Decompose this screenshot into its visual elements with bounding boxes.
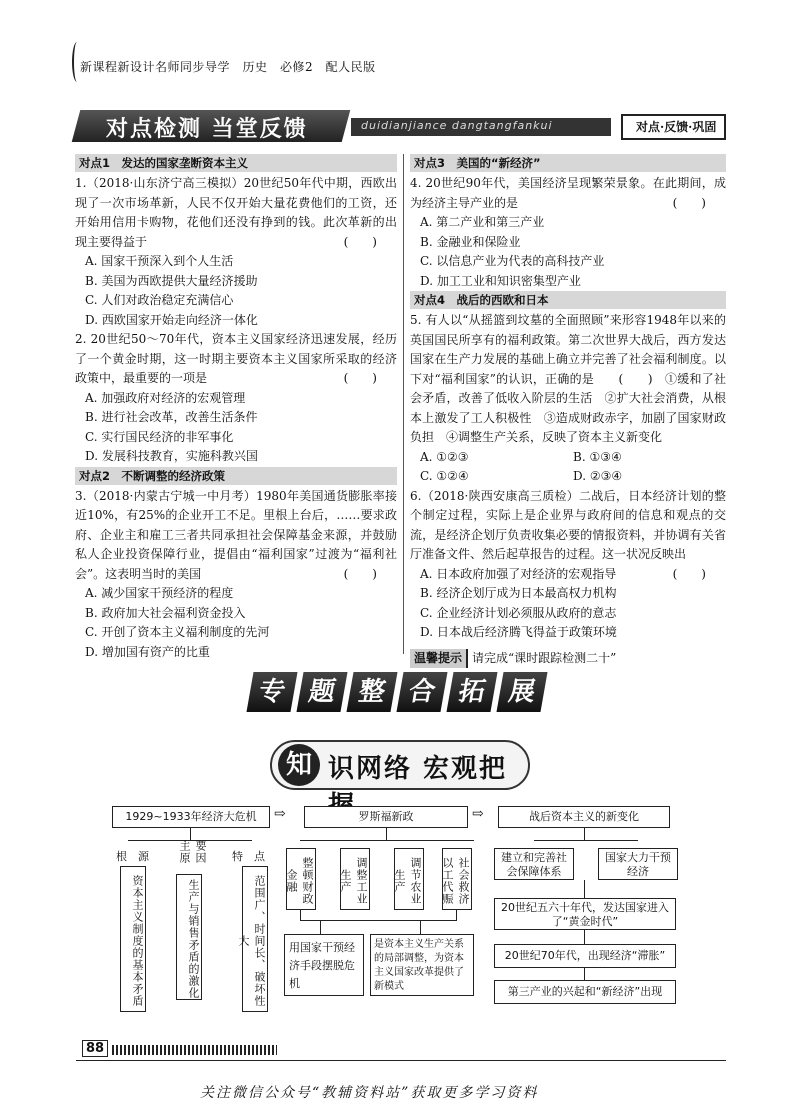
answer-paren: ( ) <box>672 566 706 581</box>
option: D. 发展科技教育，实施科教兴国 <box>85 449 258 463</box>
topic-char: 题 <box>296 672 347 712</box>
section-head: 对点4 战后的西欧和日本 <box>410 291 726 309</box>
question-stem: 1.（2018·山东济宁高三模拟）20世纪50年代中期，西欧出现了一次市场革新，人民不仅开始大量花费他们的工资，还开始用信用卡购物，花他们还没有挣到的钱。此次革新的出现主要得益于 ( ) <box>75 174 397 252</box>
banner-pinyin: duidianjiance dangtangfankui <box>361 119 553 132</box>
connector-line <box>584 880 585 898</box>
connector-line <box>456 910 457 920</box>
option: A. 加强政府对经济的宏观管理 <box>85 390 246 405</box>
footer-watermark: 关注微信公众号“教辅资料站”获取更多学习资料 <box>200 1085 539 1101</box>
option: D. 日本战后经济腾飞得益于政策环境 <box>420 625 617 639</box>
page-number-strip <box>78 1040 278 1058</box>
box-feature: 范围广、时间长、破坏性大 <box>242 866 268 1012</box>
connector-line <box>320 920 321 934</box>
connector-line <box>534 840 638 841</box>
connector-line <box>300 920 457 921</box>
box-new-economy: 第三产业的兴起和“新经济”出现 <box>494 980 676 1004</box>
section-head: 对点1 发达的国家垄断资本主义 <box>75 154 397 172</box>
label-cause-a: 主原 <box>178 840 191 864</box>
option: D. 增加国有资产的比重 <box>85 644 210 659</box>
arrow-right-icon: ⇨ <box>274 806 286 822</box>
section-head: 对点3 美国的“新经济” <box>410 154 726 172</box>
connector-line <box>300 840 474 841</box>
topic-char: 专 <box>246 672 297 712</box>
question-stem: 3.（2018·内蒙古宁城一中月考）1980年美国通货膨胀率接近10%，有25%的企业开工不足。里根上台后，……要求政府、企业主和雇工三者共同承担社会保障基金来源，并鼓励私人企业投资保障行业，提倡由“福利国家”过渡为“福利社会”。这表明当时的美国 ( ) <box>75 487 397 585</box>
option: D. 西欧国家开始走向经济一体化 <box>85 312 258 327</box>
topic-char: 合 <box>396 672 447 712</box>
box-state-intervention: 国家大力干预经济 <box>598 848 678 880</box>
label-cause-b: 要因 <box>194 840 207 864</box>
option: A. ①②③ <box>420 449 469 464</box>
option: A. 国家干预深入到个人生活 <box>85 254 234 268</box>
box-new-deal: 罗斯福新政 <box>304 806 468 828</box>
question-stem: 4. 20世纪90年代，美国经济呈现繁荣景象。在此期间，成为经济主导产业的是 ( ) <box>410 174 726 213</box>
answer-paren: ( ) <box>343 234 377 249</box>
reminder-tag: 温馨提示 <box>410 649 468 669</box>
knowledge-title: 识网络 宏观把 <box>328 754 508 784</box>
box-nd-finance: 整顿财政金融 <box>286 848 316 910</box>
option: B. 经济企划厅成为日本最高权力机构 <box>420 586 617 600</box>
box-nd-industry: 调整工业生产 <box>340 848 370 910</box>
banner-title: 对点检测 当堂反馈 <box>106 117 308 142</box>
option: B. 政府加大社会福利资金投入 <box>85 605 246 620</box>
connector-line <box>584 968 585 980</box>
option: B. 金融业和保险业 <box>420 234 521 249</box>
box-nd-result-2: 是资本主义生产关系的局部调整，为资本主义国家改革提供了新模式 <box>370 934 474 996</box>
running-header: 新课程新设计名师同步导学 历史 必修2 配人民版 <box>80 60 376 74</box>
topic-char: 整 <box>346 672 397 712</box>
option: A. 减少国家干预经济的程度 <box>85 586 234 600</box>
box-root: 资本主义制度的基本矛盾 <box>120 866 146 1012</box>
option: C. 人们对政治稳定充满信心 <box>85 293 234 307</box>
option: C. 实行国民经济的非军事化 <box>85 429 234 444</box>
box-golden-age: 20世纪五六十年代，发达国家进入了“黄金时代” <box>494 898 676 930</box>
connector-line <box>386 828 387 840</box>
connector-line <box>420 920 421 934</box>
connector-line <box>584 828 585 840</box>
option: D. ②③④ <box>573 469 623 483</box>
option: C. 企业经济计划必须服从政府的意志 <box>420 605 617 620</box>
box-post-war: 战后资本主义的新变化 <box>498 806 670 828</box>
question-stem: 6.（2018·陕西安康高三质检）二战后，日本经济计划的整个制定过程，实际上是企业界与政府间的信息和观点的交流，是经济企划厅负责收集必要的情报资料，并协调有关省厅准备文件、然后起草报告的过程。这一状况反映出 ( ) <box>410 487 726 565</box>
knowledge-first-char: 知 <box>278 744 320 786</box>
option: B. ①③④ <box>573 449 622 464</box>
topic-char: 拓 <box>446 672 497 712</box>
reminder-text: 请完成“课时跟踪检测二十” <box>472 650 617 665</box>
box-nd-agriculture: 调节农业生产 <box>394 848 424 910</box>
box-stagflation: 20世纪70年代，出现经济“滞胀” <box>494 944 676 968</box>
option: C. 开创了资本主义福利制度的先河 <box>85 625 270 639</box>
page-number: 88 <box>82 1040 108 1057</box>
label-feature: 特 点 <box>232 850 265 863</box>
page-rule <box>76 1060 726 1061</box>
option: B. 美国为西欧提供大量经济援助 <box>85 273 258 288</box>
question-stem: 2. 20世纪50～70年代，资本主义国家经济迅速发展，经历了一个黄金时期，这一时期主要资本主义国家所采取的经济政策中，最重要的一项是 ( ) <box>75 330 397 389</box>
topic-char: 展 <box>496 672 547 712</box>
answer-paren: ( ) <box>343 566 377 581</box>
answer-paren: ( ) <box>343 371 377 385</box>
option: D. 加工工业和知识密集型产业 <box>420 273 581 288</box>
arrow-right-icon: ⇨ <box>472 806 484 822</box>
box-nd-result-1: 用国家干预经济手段摆脱危机 <box>284 934 364 996</box>
box-nd-relief: 社会救济以工代赈 <box>442 848 472 910</box>
option: C. ①②④ <box>420 469 469 483</box>
box-social-security: 建立和完善社会保障体系 <box>494 848 574 880</box>
banner-tag: 对点·反馈·巩固 <box>636 120 717 134</box>
option: A. 日本政府加强了对经济的宏观指导 <box>420 566 617 581</box>
question-stem: 5. 有人以“从摇篮到坟墓的全面照顾”来形容1948年以来的英国国民所享有的福利政策。第二次世界大战后，西方发达国家在生产力发展的基础上确立并完善了社会福利制度。以下对“福利国家”的认识，正确的是 ( ) ①缓和了社会矛盾，改善了低收入阶层的生活 ②扩大社会消费，从根本上激发了工人积极性 ③造成财政赤字，加剧了国家财政负担 ④调整生产关系，反映了资本主义新变化 <box>410 313 726 444</box>
option: B. 进行社会改革，改善生活条件 <box>85 410 258 424</box>
page-number-dots <box>112 1045 277 1055</box>
connector-line <box>190 828 191 840</box>
option: A. 第二产业和第三产业 <box>420 215 545 229</box>
label-root: 根 源 <box>116 850 149 863</box>
box-cause: 生产与销售矛盾的激化 <box>176 874 202 1000</box>
box-great-depression: 1929~1933年经济大危机 <box>112 806 270 828</box>
connector-line <box>300 910 301 920</box>
section-head: 对点2 不断调整的经济政策 <box>75 467 397 485</box>
option: C. 以信息产业为代表的高科技产业 <box>420 254 605 268</box>
connector-line <box>584 930 585 944</box>
answer-paren: ( ) <box>672 195 706 210</box>
